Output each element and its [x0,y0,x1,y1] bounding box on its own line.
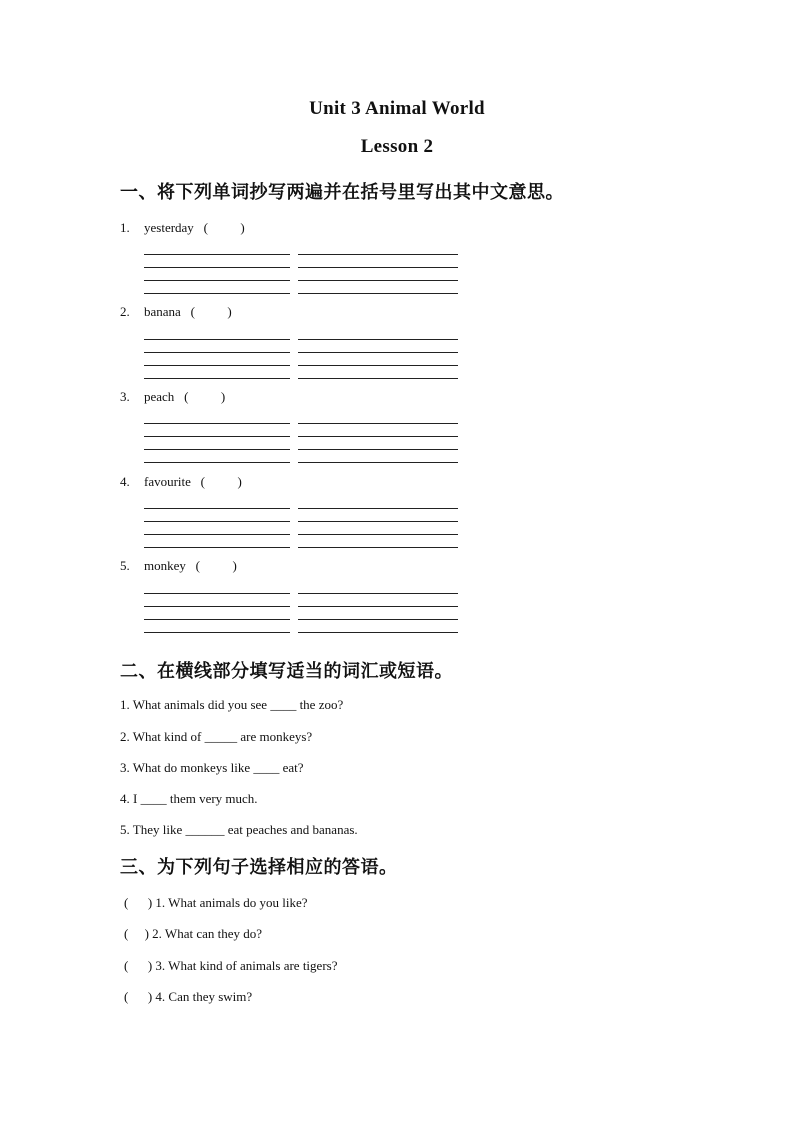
copy-line [144,462,290,463]
word-item-4 [120,474,242,490]
copy-line [298,293,458,294]
copy-line [144,449,290,450]
meaning-parentheses: ( ) [195,558,237,573]
copy-line [298,449,458,450]
lesson-title: Lesson 2 [360,136,434,157]
copy-line [298,632,458,633]
word-item-5 [120,558,237,574]
choice-question-3: ( ) 3. What kind of animals are tigers? [124,958,338,973]
meaning-parentheses: ( ) [184,389,226,404]
copy-line [144,423,290,424]
copy-line [298,339,458,340]
choice-question-1: ( ) 1. What animals do you like? [124,895,308,910]
item-word: peach [144,389,175,404]
copy-line [298,508,458,509]
copy-line [298,593,458,594]
item-word: monkey [144,558,186,573]
fill-blank-question-2: 2. What kind of _____ are monkeys? [120,729,313,744]
copy-line [144,534,290,535]
fill-blank-question-1: 1. What animals did you see ____ the zoo? [120,697,344,712]
item-number: 3. [120,389,130,404]
meaning-parentheses: ( ) [200,474,242,489]
copy-line [144,632,290,633]
meaning-parentheses: ( ) [190,304,232,319]
copy-line [298,534,458,535]
copy-line [298,280,458,281]
copy-line [298,436,458,437]
copy-line [144,619,290,620]
word-item-3 [120,389,225,405]
copy-line [298,365,458,366]
item-number: 4. [120,474,130,489]
copy-line [144,254,290,255]
copy-line [298,606,458,607]
copy-line [298,378,458,379]
item-number: 5. [120,558,130,573]
word-item-2 [120,304,232,320]
fill-blank-question-5: 5. They like ______ eat peaches and bananas. [120,822,358,837]
copy-line [144,436,290,437]
worksheet-title: Unit 3 Animal World [309,98,485,119]
copy-line [144,378,290,379]
copy-line [298,521,458,522]
meaning-parentheses: ( ) [203,220,245,235]
item-word: yesterday [144,220,194,235]
copy-line [298,547,458,548]
copy-line [144,352,290,353]
copy-line [144,280,290,281]
copy-line [144,267,290,268]
copy-line [298,352,458,353]
section3-heading: 三、为下列句子选择相应的答语。 [120,857,398,878]
choice-question-2: ( ) 2. What can they do? [124,926,263,941]
copy-line [298,462,458,463]
copy-line [298,267,458,268]
item-number: 2. [120,304,130,319]
copy-line [144,521,290,522]
copy-line [144,293,290,294]
item-word: favourite [144,474,191,489]
fill-blank-question-3: 3. What do monkeys like ____ eat? [120,760,304,775]
copy-line [144,365,290,366]
copy-line [144,606,290,607]
copy-line [144,593,290,594]
copy-line [298,254,458,255]
fill-blank-question-4: 4. I ____ them very much. [120,791,258,806]
section2-heading: 二、在横线部分填写适当的词汇或短语。 [120,661,453,682]
choice-question-4: ( ) 4. Can they swim? [124,989,253,1004]
copy-line [144,547,290,548]
item-word: banana [144,304,181,319]
section1-heading: 一、将下列单词抄写两遍并在括号里写出其中文意思。 [120,182,564,203]
copy-line [298,423,458,424]
copy-line [298,619,458,620]
copy-line [144,508,290,509]
item-number: 1. [120,220,130,235]
word-item-1 [120,220,245,236]
copy-line [144,339,290,340]
